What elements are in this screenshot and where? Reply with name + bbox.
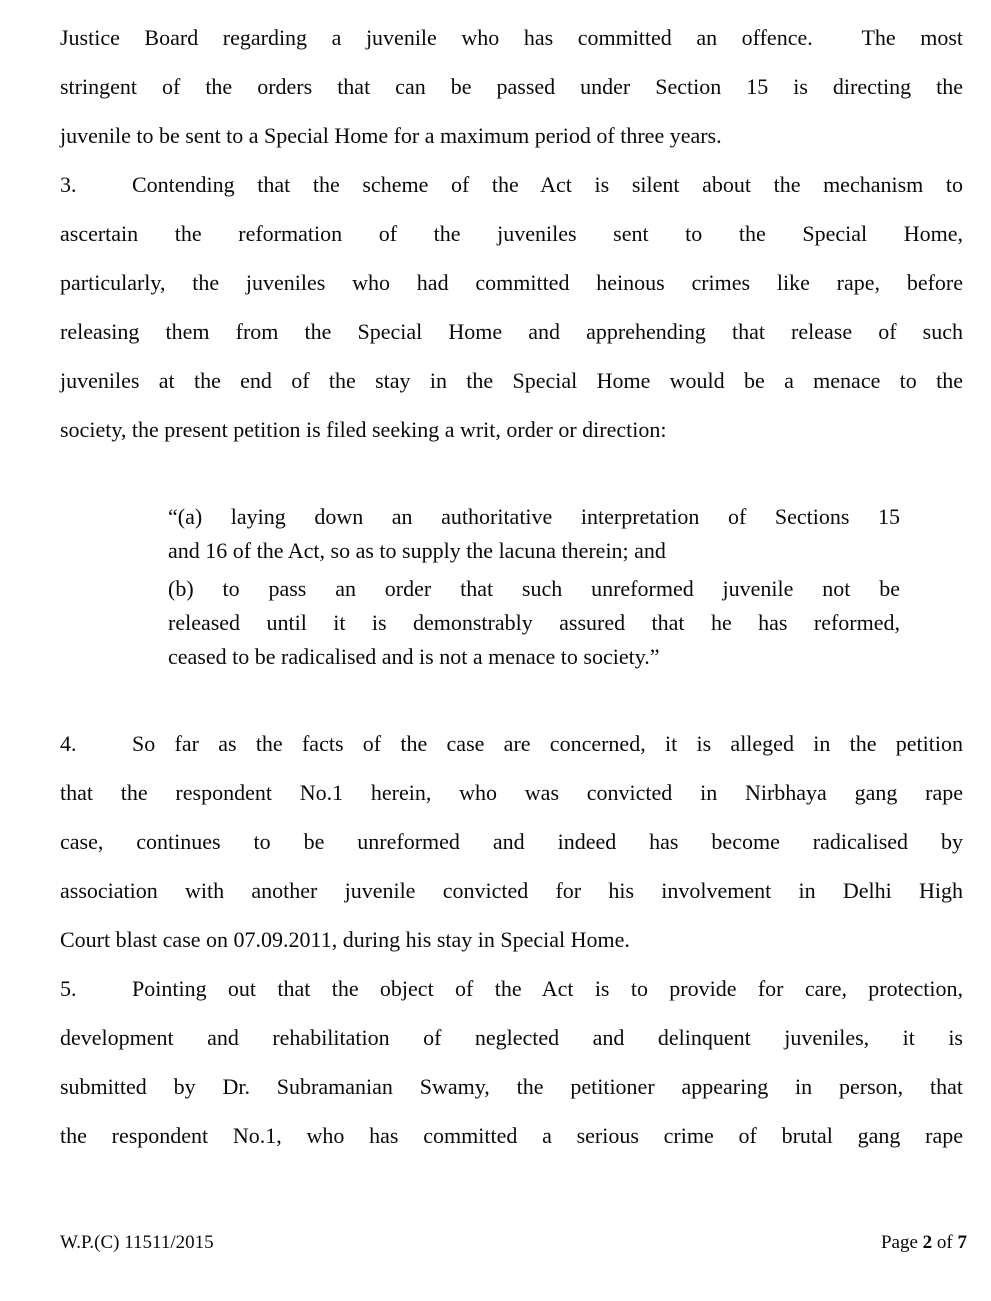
text-line: Justice Board regarding a juvenile who has committed an offence. The most xyxy=(60,25,963,50)
text-line: the respondent No.1, who has committed a serious crime of brutal gang rape xyxy=(60,1123,963,1148)
text-line: “(a) laying down an authoritative interpretation of Sections 15 xyxy=(168,504,900,529)
body-text xyxy=(60,13,963,1160)
paragraph-continuation xyxy=(60,13,963,160)
text-line: ascertain the reformation of the juveniles sent to the Special Home, xyxy=(60,221,963,246)
text-line: particularly, the juveniles who had committed heinous crimes like rape, before xyxy=(60,270,963,295)
text-line: association with another juvenile convicted for his involvement in Delhi High xyxy=(60,878,963,903)
quote-item-a xyxy=(168,500,900,568)
text-line xyxy=(60,719,963,768)
paragraph-5 xyxy=(60,964,963,1160)
text-line: and 16 of the Act, so as to supply the lacuna therein; and xyxy=(168,538,666,563)
text-line: releasing them from the Special Home and apprehending that release of such xyxy=(60,319,963,344)
of-word: of xyxy=(936,1232,953,1253)
text-line: society, the present petition is filed seeking a writ, order or direction: xyxy=(60,417,667,442)
text-line: submitted by Dr. Subramanian Swamy, the petitioner appearing in person, that xyxy=(60,1074,963,1099)
paragraph-number: 4. xyxy=(60,731,77,756)
total-pages: 7 xyxy=(957,1232,967,1253)
line-text: Contending that the scheme of the Act is silent about the mechanism to xyxy=(132,172,963,197)
paragraph-number: 3. xyxy=(60,172,77,197)
page-word: Page xyxy=(880,1232,918,1253)
text-line xyxy=(60,964,963,1013)
text-line: development and rehabilitation of neglected and delinquent juveniles, it is xyxy=(60,1025,963,1050)
text-line: ceased to be radicalised and is not a menace to society.” xyxy=(168,644,660,669)
line-text: Pointing out that the object of the Act is to provide for care, protection, xyxy=(132,976,963,1001)
page-footer xyxy=(60,1231,967,1255)
paragraph-number: 5. xyxy=(60,976,77,1001)
paragraph-4 xyxy=(60,719,963,964)
case-number: W.P.(C) 11511/2015 xyxy=(60,1232,214,1253)
paragraph-3 xyxy=(60,160,963,454)
text-line: stringent of the orders that can be passed under Section 15 is directing the xyxy=(60,74,963,99)
quote-block xyxy=(168,500,900,674)
text-line: juveniles at the end of the stay in the Special Home would be a menace to the xyxy=(60,368,963,393)
text-line xyxy=(60,160,963,209)
text-line: Court blast case on 07.09.2011, during his stay in Special Home. xyxy=(60,927,630,952)
text-line: that the respondent No.1 herein, who was convicted in Nirbhaya gang rape xyxy=(60,780,963,805)
page-indicator xyxy=(881,1231,967,1255)
text-line: (b) to pass an order that such unreformed juvenile not be xyxy=(168,576,900,601)
text-line: juvenile to be sent to a Special Home for a maximum period of three years. xyxy=(60,123,722,148)
text-line: released until it is demonstrably assured that he has reformed, xyxy=(168,610,900,635)
line-text: So far as the facts of the case are concerned, it is alleged in the petition xyxy=(132,731,963,756)
text-line: case, continues to be unreformed and indeed has become radicalised by xyxy=(60,829,963,854)
page-number: 2 xyxy=(922,1232,933,1253)
quote-item-b xyxy=(168,572,900,674)
